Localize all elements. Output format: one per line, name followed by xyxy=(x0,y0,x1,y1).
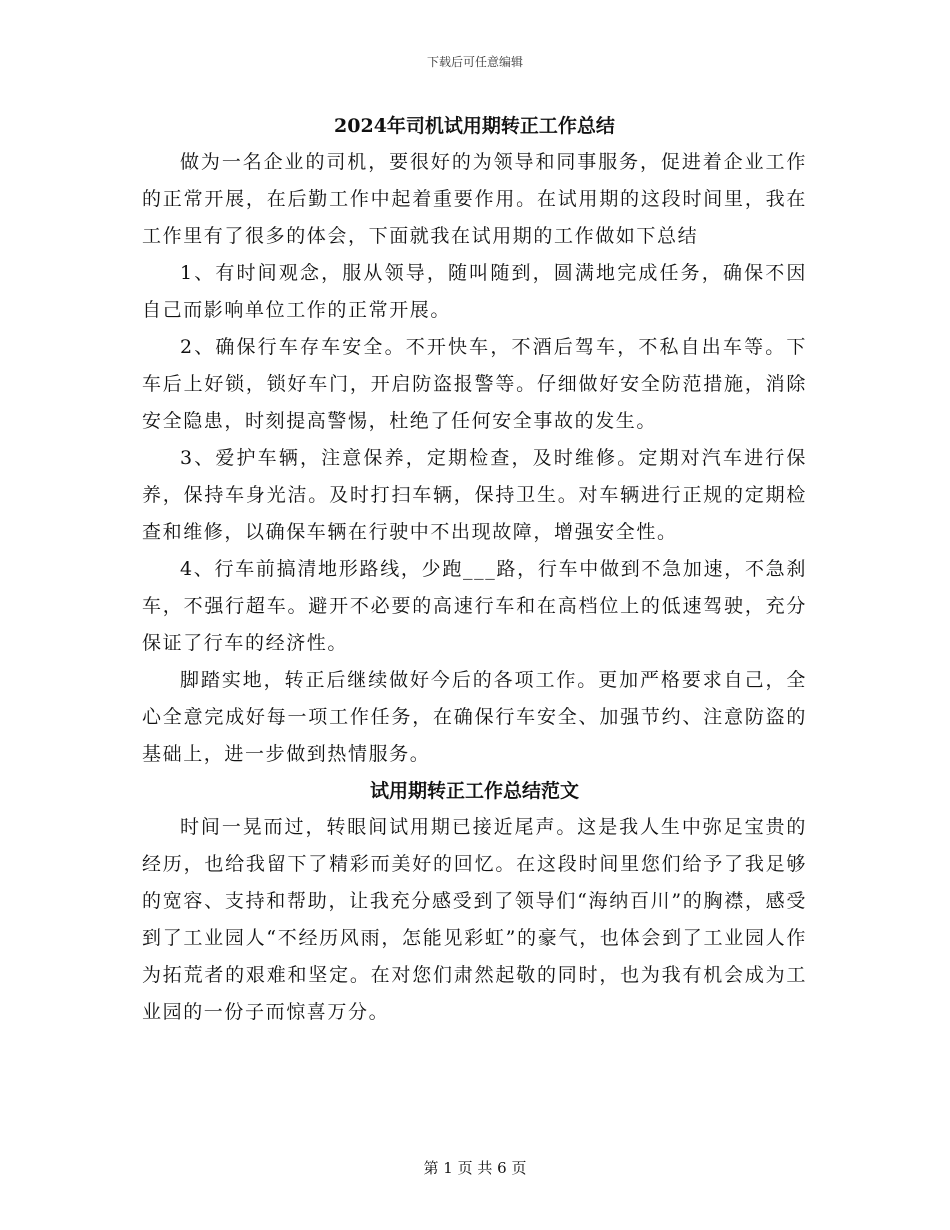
paragraph: 脚踏实地，转正后继续做好今后的各项工作。更加严格要求自己，全心全意完成好每一项工作任务，在确保行车安全、加强节约、注意防盗的基础上，进一步做到热情服务。 xyxy=(142,669,807,765)
page-number: 第 1 页 共 6 页 xyxy=(423,1159,527,1177)
paragraph: 1、有时间观念，服从领导，随叫随到，圆满地完成任务，确保不因自己而影响单位工作的正常开展。 xyxy=(142,262,807,321)
section-title: 试用期转正工作总结范文 xyxy=(369,780,579,802)
paragraph: 2、确保行车存车安全。不开快车，不酒后驾车，不私自出车等。下车后上好锁，锁好车门，开启防盗报警等。仔细做好安全防范措施，消除安全隐患，时刻提高警惕，杜绝了任何安全事故的发生。 xyxy=(142,336,807,432)
header-note: 下载后可任意编辑 xyxy=(426,55,523,69)
document-title: 2024年司机试用期转正工作总结 xyxy=(334,115,615,137)
paragraph: 时间一晃而过，转眼间试用期已接近尾声。这是我人生中弥足宝贵的经历，也给我留下了精彩而美好的回忆。在这段时间里您们给予了我足够的宽容、支持和帮助，让我充分感受到了领导们“海纳百川”的胸襟，感受到了工业园人“不经历风雨，怎能见彩虹”的豪气，也体会到了工业园人作为拓荒者的艰难和坚定。在对您们肃然起敬的同时，也为我有机会成为工业园的一份子而惊喜万分。 xyxy=(142,816,807,1023)
paragraph: 做为一名企业的司机，要很好的为领导和同事服务，促进着企业工作的正常开展，在后勤工作中起着重要作用。在试用期的这段时间里，我在工作里有了很多的体会，下面就我在试用期的工作做如下总结 xyxy=(142,151,807,247)
paragraph: 4、行车前搞清地形路线，少跑___路，行车中做到不急加速，不急刹车，不强行超车。避开不必要的高速行车和在高档位上的低速驾驶，充分保证了行车的经济性。 xyxy=(142,558,807,654)
paragraph: 3、爱护车辆，注意保养，定期检查，及时维修。定期对汽车进行保养，保持车身光洁。及时打扫车辆，保持卫生。对车辆进行正规的定期检查和维修，以确保车辆在行驶中不出现故障，增强安全性。 xyxy=(142,447,807,543)
document-body xyxy=(142,108,807,1031)
